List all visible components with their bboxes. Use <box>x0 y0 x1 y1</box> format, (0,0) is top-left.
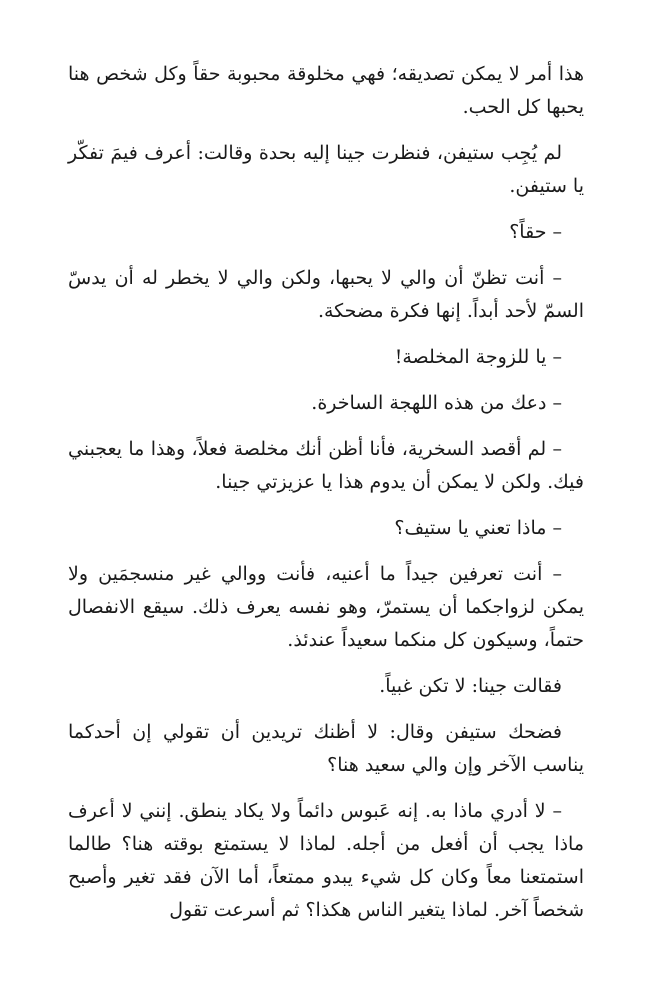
dialog-line-7: – أنت تعرفين جيداً ما أعنيه، فأنت ووالي غير منسجمَين ولا يمكن لزواجكما أن يستمرّ، وهو نفسه يعرف ذلك. سيقع الانفصال حتماً، وسيكون كل منكما سعيداً عندئذ. <box>68 563 584 651</box>
dialog-line-2: – أنت تظنّ أن والي لا يحبها، ولكن والي لا يخطر له أن يدسّ السمّ لأحد أبداً. إنها فكرة مضحكة. <box>68 267 584 322</box>
dialog-line-6: – ماذا تعني يا ستيف؟ <box>394 517 562 539</box>
dialog-line-3: – يا للزوجة المخلصة! <box>394 346 562 368</box>
paragraph-4: فضحك ستيفن وقال: لا أظنك تريدين أن تقولي إن أحدكما يناسب الآخر وإن والي سعيد هنا؟ <box>68 721 584 776</box>
dialog-line-1: – حقاً؟ <box>509 221 562 243</box>
paragraph-1: هذا أمر لا يمكن تصديقه؛ فهي مخلوقة محبوبة حقاً وكل شخص هنا يحبها كل الحب. <box>68 63 584 118</box>
dialog-line-8: – لا أدري ماذا به. إنه عَبوس دائماً ولا يكاد ينطق. إنني لا أعرف ماذا يجب أن أفعل من أجله. لماذا لا يستمتع بوقته هنا؟ طالما استمتعنا معاً وكان كل شيء يبدو ممتعاً، أما الآن فقد تغير وأصبح شخصاً آخر. لماذا يتغير الناس هكذا؟ ثم أسرعت تقول <box>68 800 584 921</box>
paragraph-3: فقالت جينا: لا تكن غبياً. <box>379 675 562 697</box>
dialog-line-5: – لم أقصد السخرية، فأنا أظن أنك مخلصة فعلاً، وهذا ما يعجبني فيك. ولكن لا يمكن أن يدوم هذا يا عزيزتي جينا. <box>68 438 584 493</box>
dialog-line-4: – دعك من هذه اللهجة الساخرة. <box>311 392 562 414</box>
paragraph-2: لم يُجِب ستيفن، فنظرت جينا إليه بحدة وقالت: أعرف فيمَ تفكّر يا ستيفن. <box>68 142 584 197</box>
book-page <box>68 58 584 940</box>
